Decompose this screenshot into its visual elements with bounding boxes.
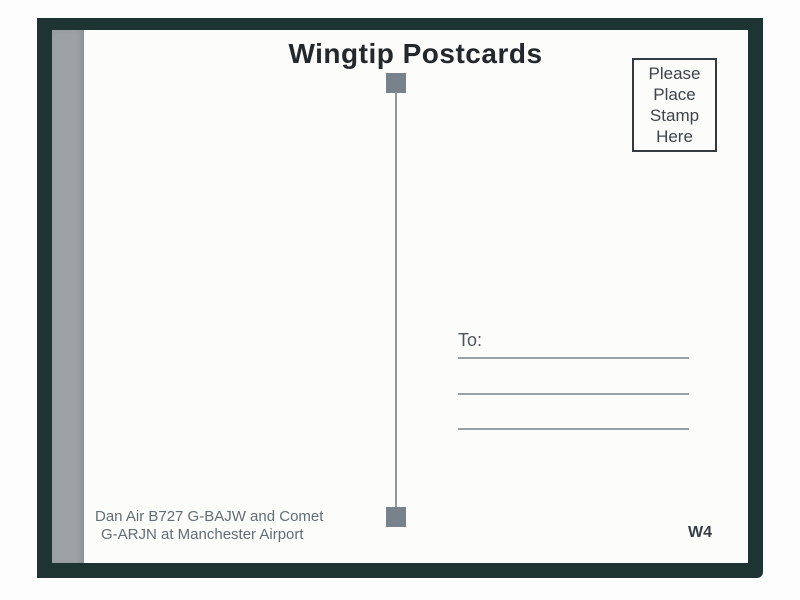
divider-bottom-square-icon (386, 507, 406, 527)
stamp-placeholder-box (632, 58, 717, 152)
postcard-title: Wingtip Postcards (288, 38, 543, 69)
postcard-back (52, 30, 748, 563)
address-line (458, 428, 689, 430)
stamp-box-line: Please (648, 64, 701, 83)
photo-caption-line2: G-ARJN at Manchester Airport (101, 526, 304, 543)
address-line (458, 393, 689, 395)
address-to-label: To: (458, 330, 483, 350)
stamp-box-line: Place (653, 85, 696, 104)
postcard-scan-frame (37, 18, 763, 578)
photo-caption-line1: Dan Air B727 G-BAJW and Comet (95, 508, 324, 525)
stamp-box-line: Stamp (649, 106, 700, 125)
photo-caption (95, 508, 323, 544)
divider-top-square-icon (386, 73, 406, 93)
divider-line (395, 92, 397, 507)
card-code: W4 (688, 524, 712, 541)
stamp-box-line: Here (656, 127, 693, 146)
address-line (458, 357, 689, 359)
postcard-spine-strip (52, 30, 84, 563)
